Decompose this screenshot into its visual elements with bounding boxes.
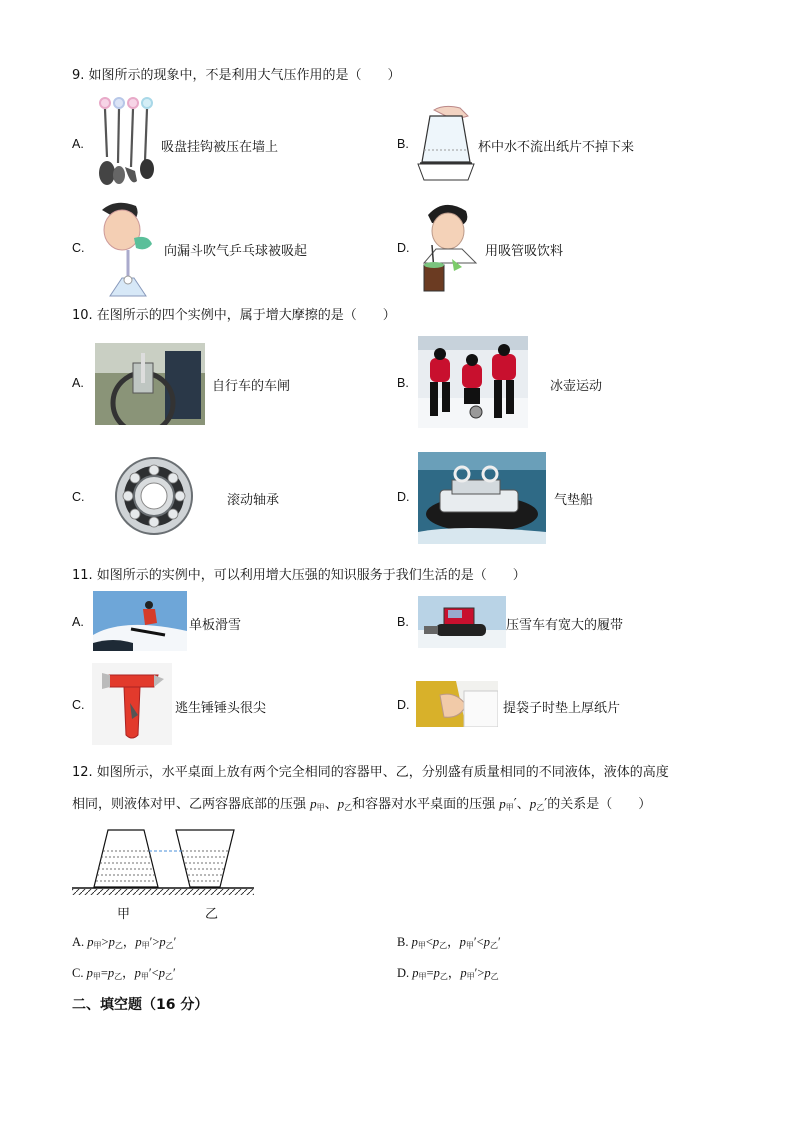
inverted-cup-image [416, 104, 476, 184]
q10-option-a-text: 自行车的车闸 [212, 379, 291, 394]
q10-option-c-text: 滚动轴承 [227, 493, 280, 508]
curling-photo [418, 336, 528, 428]
q11-option-c-label: C. [72, 698, 85, 712]
container-label-yi: 乙 [205, 907, 219, 922]
q10-option-d-text: 气垫船 [554, 493, 594, 508]
snow-groomer-photo [418, 596, 506, 648]
q12-stem-line2: 相同，则液体对甲、乙两容器底部的压强 $p_甲$、$p_乙$和容器对水平桌面的压强 $p_甲'$、$p_乙'$的关系是（ ） [72, 796, 652, 812]
container-label-jia: 甲 [117, 907, 131, 922]
q10-option-b-label: B. [397, 376, 409, 390]
safety-hammer-image [92, 663, 172, 745]
straw-drinking-image [418, 201, 480, 293]
q11-stem: 11. 如图所示的实例中，可以利用增大压强的知识服务于我们生活的是（ ） [72, 568, 526, 583]
q10-stem: 10. 在图所示的四个实例中，属于增大摩擦的是（ ） [72, 308, 396, 323]
q12-option-d: D. $p_甲=p_乙$，$p_甲'>p_乙$ [397, 966, 499, 981]
q12-stem-part-a: 相同，则液体对甲、乙两容器底部的压强 [72, 797, 311, 812]
q10-option-d-label: D. [397, 490, 410, 504]
q9-option-c-text: 向漏斗吹气乒乓球被吸起 [164, 244, 308, 259]
q11-option-d-label: D. [397, 698, 410, 712]
q11-option-a-label: A. [72, 615, 84, 629]
q9-option-b-label: B. [397, 137, 409, 151]
q9-option-a-text: 吸盘挂钩被压在墙上 [161, 140, 279, 155]
q12-stem-part-c: 的关系是（ ） [547, 797, 652, 812]
q11-option-b-text: 压雪车有宽大的履带 [506, 618, 624, 633]
funnel-blowing-image [94, 200, 164, 298]
hovercraft-photo [418, 452, 546, 544]
q11-option-b-label: B. [397, 615, 409, 629]
q9-stem: 9. 如图所示的现象中，不是利用大气压作用的是（ ） [72, 68, 401, 83]
q11-option-a-text: 单板滑雪 [189, 618, 242, 633]
q12-option-c: C. $p_甲=p_乙$，$p_甲'<p_乙'$ [72, 966, 176, 981]
suction-hooks-image [95, 95, 157, 190]
q12-stem-line1: 12. 如图所示，水平桌面上放有两个完全相同的容器甲、乙，分别盛有质量相同的不同液体，液体的高度 [72, 765, 669, 780]
q12-option-b: B. $p_甲<p_乙$，$p_甲'<p_乙'$ [397, 935, 501, 950]
section-2-title: 二、填空题（16 分） [72, 997, 209, 1013]
containers-diagram [70, 826, 256, 900]
ball-bearing-image [113, 456, 195, 536]
q10-option-a-label: A. [72, 376, 84, 390]
q9-option-a-label: A. [72, 137, 84, 151]
snowboarding-photo [93, 591, 187, 651]
bicycle-brake-photo [95, 343, 205, 425]
q11-option-d-text: 提袋子时垫上厚纸片 [503, 701, 621, 716]
bag-handle-photo [416, 681, 498, 727]
q9-option-c-label: C. [72, 241, 85, 255]
q9-option-d-label: D. [397, 241, 410, 255]
q12-option-a: A. $p_甲>p_乙$，$p_甲'>p_乙'$ [72, 935, 177, 950]
q9-option-b-text: 杯中水不流出纸片不掉下来 [478, 140, 635, 155]
q10-option-b-text: 冰壶运动 [550, 379, 603, 394]
q9-option-d-text: 用吸管吸饮料 [485, 244, 564, 259]
q12-stem-part-b: 和容器对水平桌面的压强 [352, 797, 500, 812]
q10-option-c-label: C. [72, 490, 85, 504]
q11-option-c-text: 逃生锤锤头很尖 [175, 701, 267, 716]
